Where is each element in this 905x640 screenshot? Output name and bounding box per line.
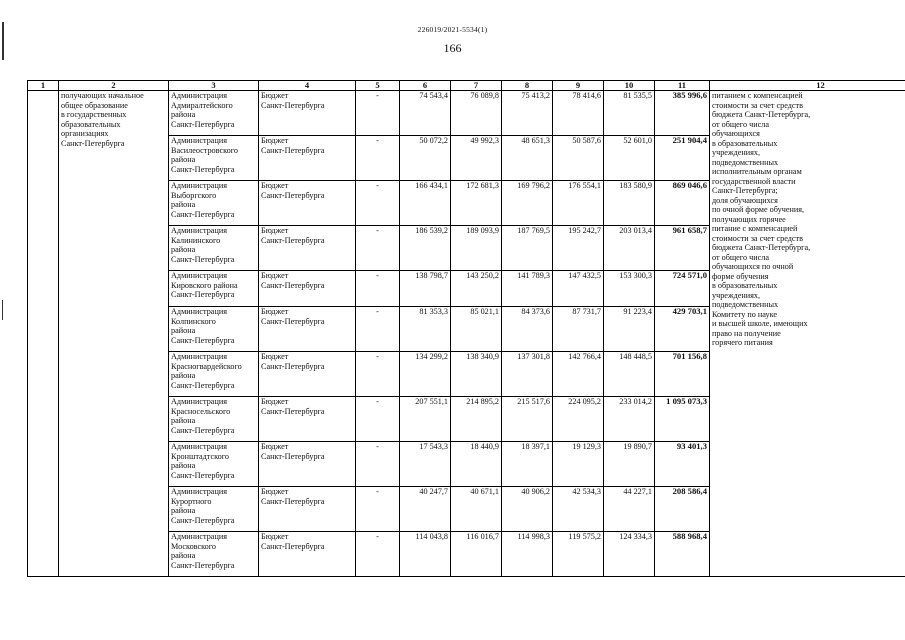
indicator-cell <box>59 91 169 577</box>
value-cell: 18 397,1 <box>502 442 553 487</box>
dash-cell: - <box>356 397 400 442</box>
total-cell: 869 046,6 <box>655 181 710 226</box>
value-cell: 19 890,7 <box>604 442 655 487</box>
target-indicator-text: питанием с компенсацией стоимости за счет средств бюджета Санкт-Петербурга, от общего числа обучающихся в образовательных учреждениях, подведомственных исполнительным органам государственной власти Санкт-Петербурга; доля обучающихся по очной форме обучения, получающих горячее питание с компенсацией стоимости за счет средств бюджета Санкт-Петербурга, от общего числа обучающихся по очной форме обучения в образовательных учреждениях, подведомственных Комитету по науке и высшей школе, имеющих право на получение горячего питания <box>712 91 811 347</box>
funding-source-cell: Бюджет Санкт-Петербурга <box>259 226 356 271</box>
total-cell: 385 996,6 <box>655 91 710 136</box>
column-header: 7 <box>451 81 502 91</box>
page-number: 166 <box>443 41 462 55</box>
funding-source-cell: Бюджет Санкт-Петербурга <box>259 181 356 226</box>
table-header-row <box>28 81 905 91</box>
value-cell: 44 227,1 <box>604 487 655 532</box>
dash-cell: - <box>356 307 400 352</box>
funding-source-cell: Бюджет Санкт-Петербурга <box>259 487 356 532</box>
value-cell: 50 072,2 <box>400 136 451 181</box>
funding-source-cell: Бюджет Санкт-Петербурга <box>259 397 356 442</box>
total-cell: 724 571,0 <box>655 271 710 307</box>
dash-cell: - <box>356 136 400 181</box>
dash-cell: - <box>356 226 400 271</box>
dash-cell: - <box>356 532 400 577</box>
value-cell: 148 448,5 <box>604 352 655 397</box>
value-cell: 138 340,9 <box>451 352 502 397</box>
value-cell: 116 016,7 <box>451 532 502 577</box>
value-cell: 138 798,7 <box>400 271 451 307</box>
executor-cell: Администрация Красногвардейского района Санкт-Петербурга <box>169 352 259 397</box>
column-header: 5 <box>356 81 400 91</box>
value-cell: 84 373,6 <box>502 307 553 352</box>
value-cell: 49 992,3 <box>451 136 502 181</box>
value-cell: 91 223,4 <box>604 307 655 352</box>
value-cell: 169 796,2 <box>502 181 553 226</box>
executor-cell: Администрация Курортного района Санкт-Петербурга <box>169 487 259 532</box>
dash-cell: - <box>356 442 400 487</box>
executor-cell: Администрация Колпинского района Санкт-Петербурга <box>169 307 259 352</box>
value-cell: 186 539,2 <box>400 226 451 271</box>
dash-cell: - <box>356 271 400 307</box>
document-registration-number: 226019/2021-5534(1) <box>417 25 488 34</box>
value-cell: 187 769,5 <box>502 226 553 271</box>
column-header: 3 <box>169 81 259 91</box>
value-cell: 50 587,6 <box>553 136 604 181</box>
total-cell: 588 968,4 <box>655 532 710 577</box>
column-header: 8 <box>502 81 553 91</box>
funding-source-cell: Бюджет Санкт-Петербурга <box>259 532 356 577</box>
value-cell: 48 651,3 <box>502 136 553 181</box>
scan-edge-mark <box>2 22 4 60</box>
column-header: 11 <box>655 81 710 91</box>
value-cell: 76 089,8 <box>451 91 502 136</box>
value-cell: 189 093,9 <box>451 226 502 271</box>
value-cell: 203 013,4 <box>604 226 655 271</box>
table-row <box>28 91 905 136</box>
column-header: 1 <box>28 81 59 91</box>
funding-source-cell: Бюджет Санкт-Петербурга <box>259 136 356 181</box>
value-cell: 74 543,4 <box>400 91 451 136</box>
value-cell: 40 671,1 <box>451 487 502 532</box>
column-header: 2 <box>59 81 169 91</box>
value-cell: 78 414,6 <box>553 91 604 136</box>
value-cell: 153 300,3 <box>604 271 655 307</box>
total-cell: 701 156,8 <box>655 352 710 397</box>
target-indicator-cell <box>710 91 905 577</box>
value-cell: 119 575,2 <box>553 532 604 577</box>
column-header: 4 <box>259 81 356 91</box>
column-header: 9 <box>553 81 604 91</box>
total-cell: 208 586,4 <box>655 487 710 532</box>
funding-source-cell: Бюджет Санкт-Петербурга <box>259 307 356 352</box>
value-cell: 19 129,3 <box>553 442 604 487</box>
row-number-cell <box>28 91 59 577</box>
executor-cell: Администрация Красносельского района Санкт-Петербурга <box>169 397 259 442</box>
column-header: 12 <box>710 81 905 91</box>
column-header: 6 <box>400 81 451 91</box>
executor-cell: Администрация Кронштадтского района Санкт-Петербурга <box>169 442 259 487</box>
funding-source-cell: Бюджет Санкт-Петербурга <box>259 442 356 487</box>
value-cell: 147 432,5 <box>553 271 604 307</box>
value-cell: 214 895,2 <box>451 397 502 442</box>
value-cell: 137 301,8 <box>502 352 553 397</box>
value-cell: 18 440,9 <box>451 442 502 487</box>
value-cell: 134 299,2 <box>400 352 451 397</box>
value-cell: 17 543,3 <box>400 442 451 487</box>
value-cell: 233 014,2 <box>604 397 655 442</box>
total-cell: 93 401,3 <box>655 442 710 487</box>
value-cell: 142 766,4 <box>553 352 604 397</box>
value-cell: 114 043,8 <box>400 532 451 577</box>
total-cell: 429 703,1 <box>655 307 710 352</box>
value-cell: 143 250,2 <box>451 271 502 307</box>
value-cell: 141 789,3 <box>502 271 553 307</box>
value-cell: 75 413,2 <box>502 91 553 136</box>
value-cell: 224 095,2 <box>553 397 604 442</box>
executor-cell: Администрация Московского района Санкт-Петербурга <box>169 532 259 577</box>
dash-cell: - <box>356 181 400 226</box>
value-cell: 124 334,3 <box>604 532 655 577</box>
executor-cell: Администрация Адмиралтейского района Санкт-Петербурга <box>169 91 259 136</box>
total-cell: 251 904,4 <box>655 136 710 181</box>
dash-cell: - <box>356 91 400 136</box>
column-header: 10 <box>604 81 655 91</box>
value-cell: 207 551,1 <box>400 397 451 442</box>
indicator-text: получающих начальное общее образование в государственных образовательных организациях Санкт-Петербурга <box>61 91 144 148</box>
funding-source-cell: Бюджет Санкт-Петербурга <box>259 271 356 307</box>
value-cell: 85 021,1 <box>451 307 502 352</box>
value-cell: 40 247,7 <box>400 487 451 532</box>
value-cell: 114 998,3 <box>502 532 553 577</box>
value-cell: 40 906,2 <box>502 487 553 532</box>
total-cell: 1 095 073,3 <box>655 397 710 442</box>
funding-source-cell: Бюджет Санкт-Петербурга <box>259 91 356 136</box>
value-cell: 87 731,7 <box>553 307 604 352</box>
total-cell: 961 658,7 <box>655 226 710 271</box>
executor-cell: Администрация Калининского района Санкт-Петербурга <box>169 226 259 271</box>
funding-source-cell: Бюджет Санкт-Петербурга <box>259 352 356 397</box>
value-cell: 195 242,7 <box>553 226 604 271</box>
value-cell: 52 601,0 <box>604 136 655 181</box>
dash-cell: - <box>356 352 400 397</box>
executor-cell: Администрация Василеостровского района Санкт-Петербурга <box>169 136 259 181</box>
value-cell: 172 681,3 <box>451 181 502 226</box>
executor-cell: Администрация Выборгского района Санкт-Петербурга <box>169 181 259 226</box>
scan-edge-mark <box>2 300 3 320</box>
budget-table <box>27 80 905 577</box>
value-cell: 183 580,9 <box>604 181 655 226</box>
dash-cell: - <box>356 487 400 532</box>
value-cell: 81 353,3 <box>400 307 451 352</box>
value-cell: 176 554,1 <box>553 181 604 226</box>
value-cell: 42 534,3 <box>553 487 604 532</box>
executor-cell: Администрация Кировского района Санкт-Петербурга <box>169 271 259 307</box>
value-cell: 215 517,6 <box>502 397 553 442</box>
value-cell: 166 434,1 <box>400 181 451 226</box>
value-cell: 81 535,5 <box>604 91 655 136</box>
